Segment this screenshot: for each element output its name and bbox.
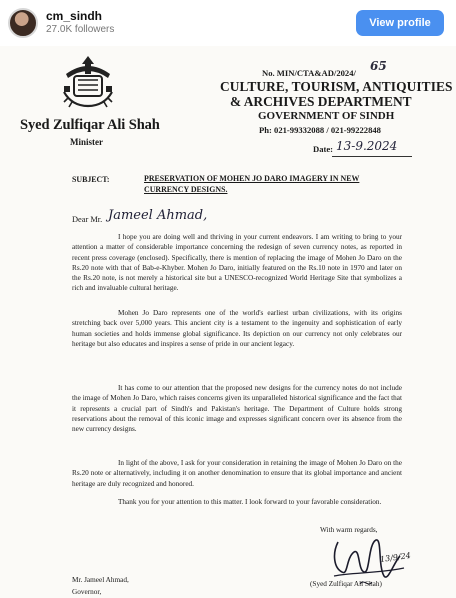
department-name-line1: CULTURE, TOURISM, ANTIQUITIES [220,79,453,94]
body-paragraph-5: Thank you for your attention to this matter. I look forward to your favorable consideration. [118,498,382,506]
closing-remark: With warm regards, [320,526,378,534]
body-paragraph-1: I hope you are doing well and thriving in your current endeavors. I am writing to bring to your attention a matter of considerable importance concerning the redesign of seven currency notes, as reported in recent press coverage (enclosed). Specifically, there is mention of replacing the image of Mohen Jo Daro on the Rs.20 note with that of Bab-e-Khyber. Mohen Jo Daro, initially featured on the Rs.10 note in 1970 and later on the Rs.20 note, is not merely a historical site but a UNESCO-recognized World Heritage Site that symbolizes a rich and invaluable cultural heritage. [72,233,402,293]
government-emblem-icon [58,52,118,110]
subject-label: SUBJECT: [72,175,110,184]
profile-avatar[interactable] [8,8,38,38]
date-label: Date: [313,144,334,154]
addressee-title: Governor, [72,588,102,596]
user-info [46,10,114,35]
body-paragraph-4: In light of the above, I ask for your consideration in retaining the image of Mohen Jo Daro on the Rs.20 note or alternatively, including it on another denomination to ensure that its global importance and ancient heritage are duly recognized and honored. [72,459,402,488]
department-name-line2: & ARCHIVES DEPARTMENT [230,94,412,109]
date-handwritten: 13-9.2024 [336,139,398,153]
reference-number-handwritten: 65 [370,59,387,73]
subject-text: PRESERVATION OF MOHEN JO DARO IMAGERY IN NEW CURRENCY DESIGNS. [144,174,360,194]
letter-image [0,46,456,598]
body-paragraph-2: Mohen Jo Daro represents one of the world's earliest urban civilizations, with its origins stretching back over 5,000 years. This ancient city is a testament to the ingenuity and sophistication of early human societies and holds immense global significance. Its depiction on our currency not only celebrates our heritage but also educates and inspires a sense of pride in our ancient legacy. [72,309,402,348]
salutation-handwritten-name: Jameel Ahmad, [108,208,208,223]
phone-numbers: Ph: 021-99332088 / 021-99222848 [259,125,381,135]
date-underline [332,156,412,157]
reference-number: No. MIN/CTA&AD/2024/ [262,68,356,78]
body-paragraph-3: It has come to our attention that the proposed new designs for the currency notes do not include the image of Mohen Jo Daro, which raises concerns given its unparalleled historical significance and the fact that it represents a crucial part of Sindh's and Pakistan's heritage. The Department of Culture holds strong reservations about the removal of this iconic image and expresses significant concern over its absence from the new currency designs. [72,384,402,434]
minister-name: Syed Zulfiqar Ali Shah [20,117,160,133]
minister-title: Minister [70,137,103,147]
username[interactable]: cm_sindh [46,9,103,24]
addressee-name: Mr. Jameel Ahmad, [72,576,129,584]
view-profile-button[interactable]: View profile [356,10,444,36]
follower-count: 27.0K followers [46,24,115,36]
salutation: Dear Mr. [72,215,103,224]
post-header [0,0,456,46]
government-name: GOVERNMENT OF SINDH [258,110,395,122]
signature-date-handwritten: 13/9/24 [379,550,412,565]
signatory-name: (Syed Zulfiqar Ali Shah) [310,580,382,588]
